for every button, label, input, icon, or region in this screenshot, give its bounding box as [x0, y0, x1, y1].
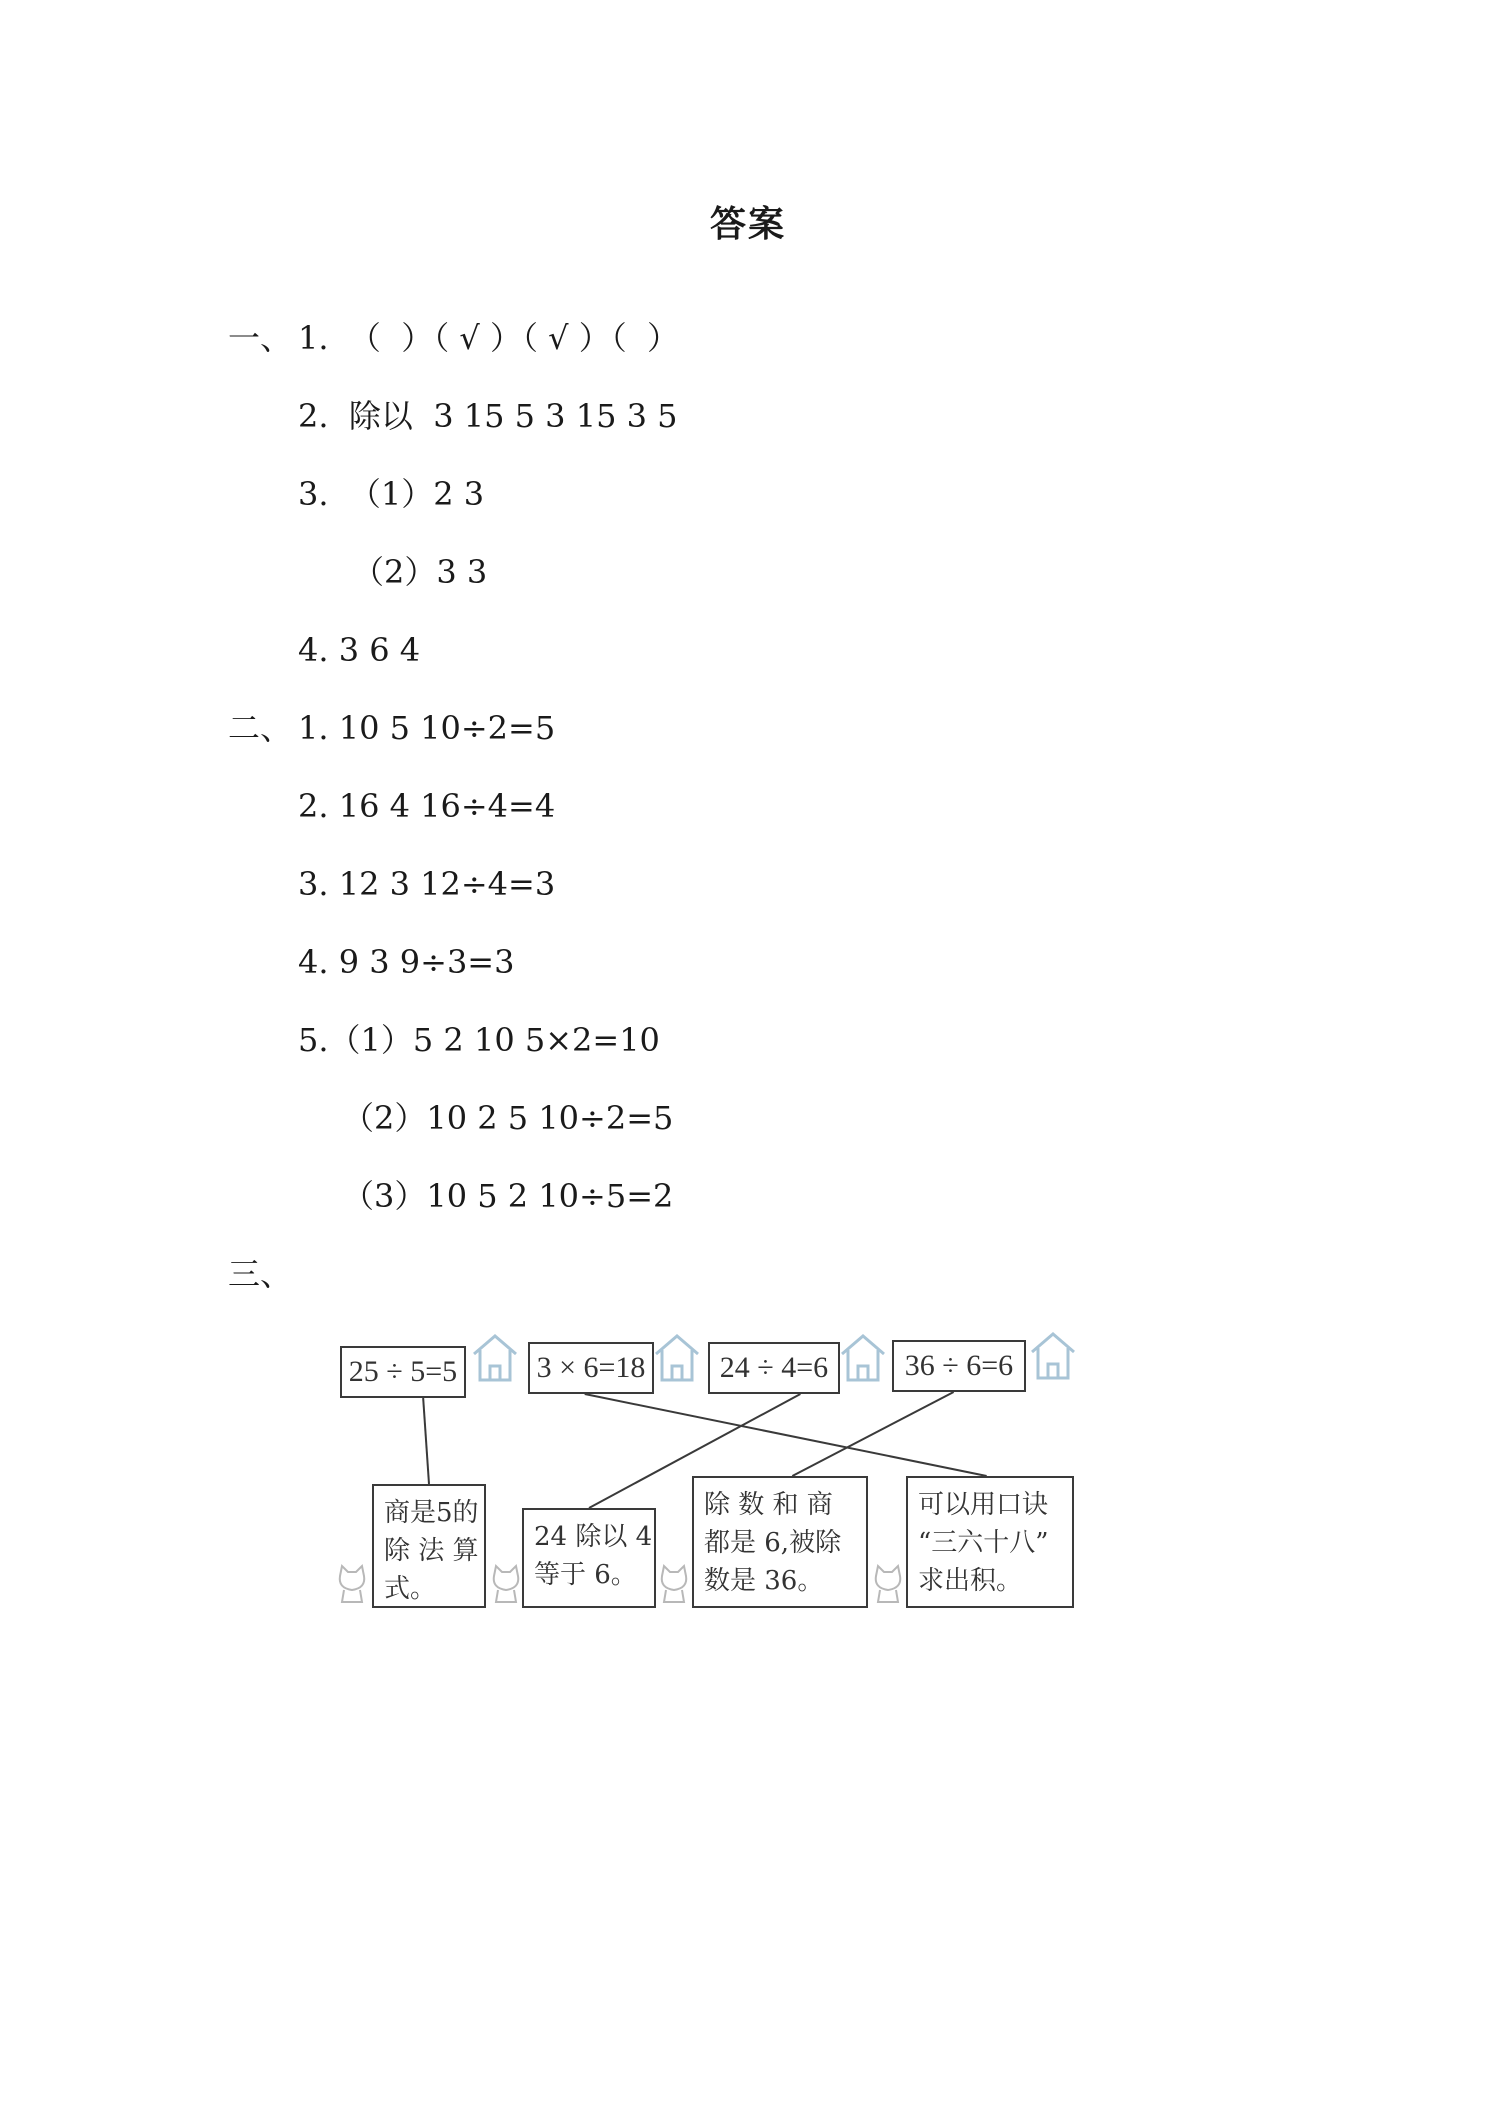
s1-q4: 4. 3 6 4 — [298, 631, 421, 669]
cat-icon — [656, 1562, 692, 1604]
house-icon — [1028, 1328, 1078, 1382]
equation-box: 36 ÷ 6=6 — [892, 1340, 1026, 1392]
s2-q3: 3. 12 3 12÷4=3 — [298, 865, 556, 903]
s2-q2: 2. 16 4 16÷4=4 — [298, 787, 556, 825]
house-icon — [838, 1330, 888, 1384]
s1-q3b: （2）3 3 — [352, 553, 488, 591]
s1-q1: 1. （ ）（ √ ）（ √ ）（ ） — [298, 319, 680, 357]
equation-box: 24 ÷ 4=6 — [708, 1342, 840, 1394]
cat-icon — [488, 1562, 524, 1604]
s2-q4: 4. 9 3 9÷3=3 — [298, 943, 515, 981]
description-box: 可以用口诀 “三六十八” 求出积。 — [906, 1476, 1074, 1608]
connection-line — [423, 1398, 429, 1484]
section1-label: 一、 — [228, 319, 293, 357]
section3-label: 三、 — [228, 1255, 293, 1293]
s2-q5b: （2）10 2 5 10÷2=5 — [342, 1099, 674, 1137]
cat-icon — [334, 1562, 370, 1604]
house-icon — [652, 1330, 702, 1384]
description-box: 24 除以 4 等于 6。 — [522, 1508, 656, 1608]
s2-q5c: （3）10 5 2 10÷5=2 — [342, 1177, 674, 1215]
s1-q2: 2. 除以 3 15 5 3 15 3 5 — [298, 397, 678, 435]
house-icon — [470, 1330, 520, 1384]
equation-box: 25 ÷ 5=5 — [340, 1346, 466, 1398]
description-box: 商是5的 除 法 算 式。 — [372, 1484, 486, 1608]
s2-q1: 1. 10 5 10÷2=5 — [298, 709, 556, 747]
s2-q5a: 5.（1）5 2 10 5×2=10 — [298, 1021, 660, 1059]
description-box: 除 数 和 商 都是 6,被除 数是 36。 — [692, 1476, 868, 1608]
cat-icon — [870, 1562, 906, 1604]
equation-box: 3 × 6=18 — [528, 1342, 654, 1394]
s1-q3a: 3. （1）2 3 — [298, 475, 485, 513]
section2-label: 二、 — [228, 709, 293, 747]
page-title: 答案 — [710, 203, 787, 245]
